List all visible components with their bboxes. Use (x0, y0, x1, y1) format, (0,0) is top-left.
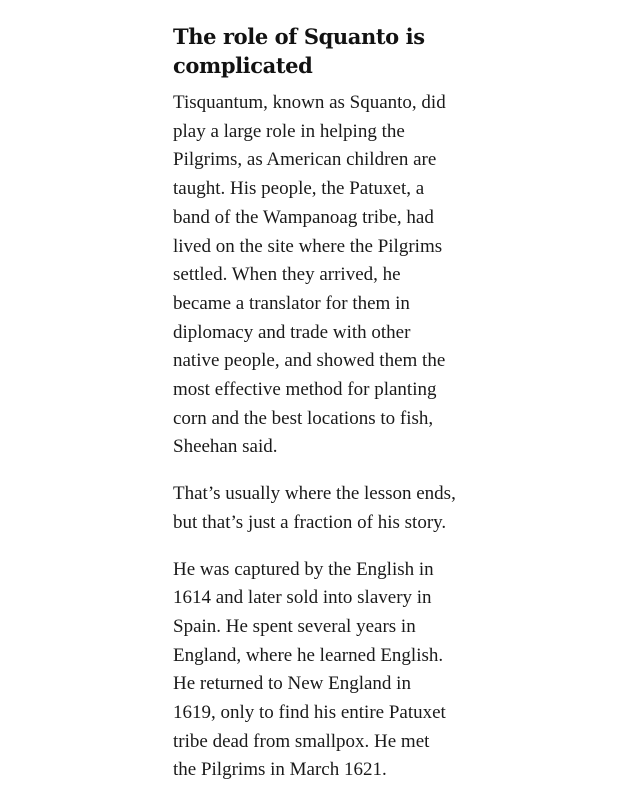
text-line: Spain. He spent several years in (173, 615, 416, 637)
text-line: most effective method for planting (173, 379, 437, 401)
text-line: taught. His people, the Patuxet, a (173, 178, 425, 200)
text-line: Pilgrims, as American children are (173, 149, 437, 171)
text-line: play a large role in helping the (173, 120, 405, 142)
text-line: tribe dead from smallpox. He met (173, 730, 430, 752)
section-heading (173, 22, 513, 80)
text-line: became a translator for them in (173, 292, 410, 314)
heading-line: complicated (173, 53, 313, 78)
heading-line: The role of Squanto is (173, 24, 425, 49)
article-body (173, 22, 513, 803)
text-line: He returned to New England in (173, 673, 411, 695)
paragraph-captured (173, 556, 513, 786)
text-line: lived on the site where the Pilgrims (173, 235, 443, 257)
text-line: 1614 and later sold into slavery in (173, 587, 432, 609)
text-line: England, where he learned English. (173, 644, 444, 666)
text-line: That’s usually where the lesson ends, (173, 483, 456, 505)
text-line: 1619, only to find his entire Patuxet (173, 702, 446, 724)
text-line: but that’s just a fraction of his story. (173, 511, 447, 533)
text-line: He was captured by the English in (173, 558, 434, 580)
text-line: Sheehan said. (173, 436, 278, 458)
text-line: band of the Wampanoag tribe, had (173, 206, 434, 228)
text-line: settled. When they arrived, he (173, 264, 401, 286)
paragraph-lesson-ends (173, 480, 513, 537)
text-line: diplomacy and trade with other (173, 321, 411, 343)
text-line: Tisquantum, known as Squanto, did (173, 92, 446, 113)
paragraph-squanto-role (173, 89, 513, 462)
text-line: native people, and showed them the (173, 350, 446, 372)
text-line: corn and the best locations to fish, (173, 407, 434, 429)
text-line: the Pilgrims in March 1621. (173, 759, 387, 781)
